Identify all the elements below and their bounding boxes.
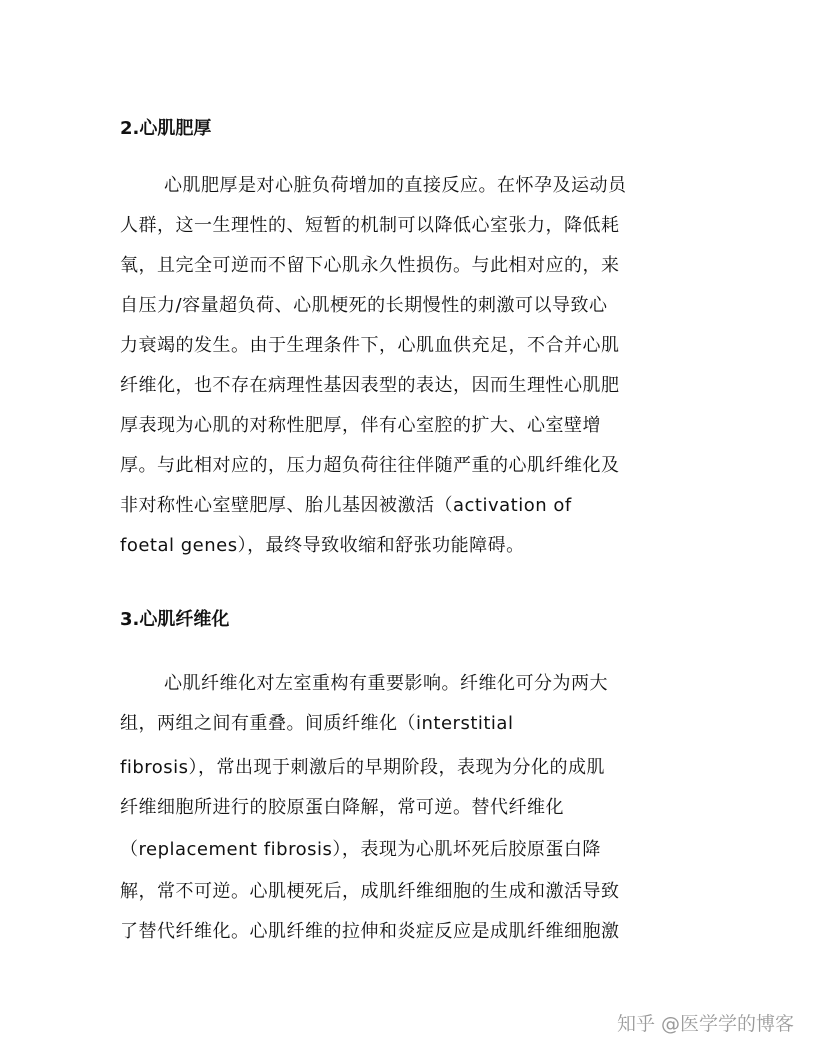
paragraph-line: 了替代纤维化。心肌纤维的拉伸和炎症反应是成肌纤维细胞激 [120,921,620,942]
paragraph-line: 厚。与此相对应的，压力超负荷往往伴随严重的心肌纤维化及 [120,455,620,476]
paragraph-line: fibrosis），常出现于刺激后的早期阶段，表现为分化的成肌 [120,757,606,778]
paragraph-line: 氧，且完全可逆而不留下心肌永久性损伤。与此相对应的，来 [120,255,620,276]
paragraph-line: （replacement fibrosis），表现为心肌坏死后胶原蛋白降 [120,839,601,860]
paragraph-line: 人群，这一生理性的、短暂的机制可以降低心室张力，降低耗 [120,215,620,236]
section-3-heading: 3.心肌纤维化 [120,609,230,630]
paragraph-line: 非对称性心室壁肥厚、胎儿基因被激活（activation of [120,495,572,516]
paragraph-line: foetal genes），最终导致收缩和舒张功能障碍。 [120,535,525,556]
paragraph-line: 纤维细胞所进行的胶原蛋白降解，常可逆。替代纤维化 [120,797,564,818]
section-2-heading: 2.心肌肥厚 [120,118,212,139]
paragraph-line: 厚表现为心肌的对称性肥厚，伴有心室腔的扩大、心室壁增 [120,415,601,436]
paragraph-line: 力衰竭的发生。由于生理条件下，心肌血供充足，不合并心肌 [120,335,620,356]
watermark: 知乎 @医学学的博客 [616,1013,794,1035]
paragraph-line: 心肌肥厚是对心脏负荷增加的直接反应。在怀孕及运动员 [164,175,627,196]
paragraph-line: 纤维化，也不存在病理性基因表型的表达，因而生理性心肌肥 [120,375,620,396]
paragraph-line: 自压力/容量超负荷、心肌梗死的长期慢性的刺激可以导致心 [120,295,608,316]
paragraph-line: 组，两组之间有重叠。间质纤维化（interstitial [120,713,514,734]
paragraph-line: 解，常不可逆。心肌梗死后，成肌纤维细胞的生成和激活导致 [120,881,620,902]
paragraph-line: 心肌纤维化对左室重构有重要影响。纤维化可分为两大 [164,673,608,694]
